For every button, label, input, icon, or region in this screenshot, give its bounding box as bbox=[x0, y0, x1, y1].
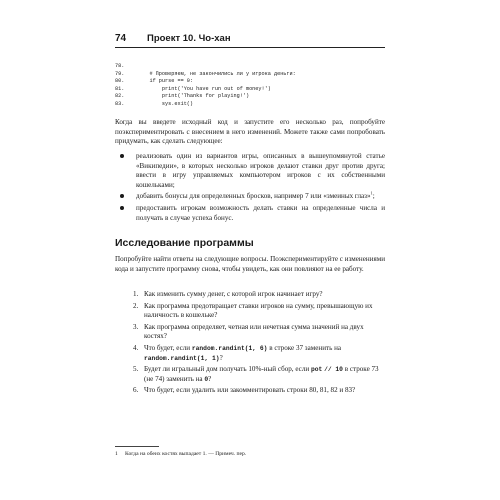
bullet-icon bbox=[120, 206, 124, 210]
question-text: в строке 73 (не 74) заменить на bbox=[144, 365, 379, 383]
question-item bbox=[133, 290, 385, 300]
list-item-text: предоставить игрокам возможность делать ставки на определенные числа и получать в случае успеха бонус. bbox=[136, 203, 385, 222]
question-number: 3. bbox=[133, 322, 139, 331]
code-line bbox=[115, 71, 385, 79]
question-text: Что будет, если удалить или закомментировать строки 80, 81, 82 и 83? bbox=[144, 386, 356, 395]
inline-code: pot bbox=[310, 366, 323, 374]
question-number: 6. bbox=[133, 386, 139, 395]
questions-list bbox=[133, 290, 385, 398]
code-line bbox=[115, 78, 385, 86]
inline-code: // 10 bbox=[324, 366, 343, 374]
line-number: 81. bbox=[115, 85, 125, 92]
list-item-text: добавить бонусы для определенных бросков, например 7 или «змеиных глаз» bbox=[136, 192, 371, 201]
question-text: Будет ли игральный дом получать 10%-ный сбор, если bbox=[144, 365, 311, 374]
question-item bbox=[133, 323, 385, 342]
line-number: 78. bbox=[115, 63, 125, 69]
question-text: Как программа предотвращает ставки игроков на сумму, превышающую их наличность в кошельке? bbox=[144, 301, 373, 320]
question-number: 2. bbox=[133, 301, 139, 310]
line-number: 79. bbox=[115, 70, 125, 77]
list-item-text: реализовать один из вариантов игры, описанных в вышеупомянутой статье «Википедии», в которых несколько игроков делают ставки друг против друга; ввести в игру управляемых компьютером игроков с их собственными кошельками; bbox=[136, 152, 385, 189]
code-text: # Проверяем, не закончились ли у игрока деньги: bbox=[137, 70, 296, 77]
code-text: sys.exit() bbox=[137, 100, 194, 107]
code-line bbox=[115, 101, 385, 109]
question-number: 4. bbox=[133, 343, 139, 352]
question-text: Как изменить сумму денег, с которой игрок начинает игру? bbox=[144, 290, 323, 298]
code-text: print('Thanks for playing!') bbox=[137, 93, 250, 100]
footnote-rule bbox=[115, 446, 159, 447]
question-text: ? bbox=[208, 374, 212, 383]
question-text: Как программа определяет, четная или нечетная сумма значений на двух костях? bbox=[144, 322, 364, 341]
running-title: Проект 10. Чо-хан bbox=[147, 33, 231, 44]
question-number: 1. bbox=[133, 290, 139, 298]
code-line bbox=[115, 63, 385, 71]
question-text: ? bbox=[219, 353, 223, 362]
code-line bbox=[115, 93, 385, 101]
footnote bbox=[115, 450, 385, 458]
footnote-ref[interactable]: 1 bbox=[370, 191, 373, 197]
section-paragraph: Попробуйте найти ответы на следующие вопросы. Поэкспериментируйте с изменениями кода и запустите программу снова, чтобы увидеть, как они повлияют на ее работу. bbox=[115, 255, 385, 273]
code-text: if purse == 0: bbox=[137, 78, 194, 85]
line-number: 82. bbox=[115, 93, 125, 100]
intro-paragraph: Когда вы введете исходный код и запустите его несколько раз, попробуйте поэкспериментировать с внесением в него изменений. Можете также сами попробовать придумать, как сделать следующее: bbox=[115, 118, 385, 146]
question-item bbox=[133, 365, 385, 384]
code-listing bbox=[115, 63, 385, 109]
question-item bbox=[133, 302, 385, 321]
question-text: Что будет, если bbox=[144, 343, 192, 352]
inline-code: random.randint(1, 6) bbox=[191, 344, 268, 352]
bullet-icon bbox=[120, 154, 124, 158]
list-item bbox=[126, 192, 385, 202]
code-line bbox=[115, 86, 385, 94]
footnote-mark: 1 bbox=[115, 451, 118, 457]
ideas-list bbox=[126, 152, 385, 225]
inline-code: 0 bbox=[204, 375, 209, 383]
section-heading: Исследование программы bbox=[115, 237, 254, 249]
question-item bbox=[133, 386, 385, 396]
page-number: 74 bbox=[115, 33, 127, 44]
code-text: print('You have run out of money!') bbox=[137, 85, 271, 92]
list-item-end: ; bbox=[372, 192, 375, 201]
list-item bbox=[126, 204, 385, 223]
question-number: 5. bbox=[133, 365, 139, 374]
bullet-icon bbox=[120, 194, 124, 198]
question-item bbox=[133, 344, 385, 363]
header-rule bbox=[115, 47, 385, 48]
line-number: 80. bbox=[115, 78, 125, 85]
page-header bbox=[115, 33, 385, 45]
list-item bbox=[126, 152, 385, 190]
footnote-text: Когда на обеих костях выпадает 1. — Примеч. пер. bbox=[125, 451, 247, 457]
inline-code: random.randint(1, 1) bbox=[144, 354, 220, 362]
line-number: 83. bbox=[115, 100, 125, 107]
question-text: в строке 37 заменить на bbox=[267, 343, 342, 352]
